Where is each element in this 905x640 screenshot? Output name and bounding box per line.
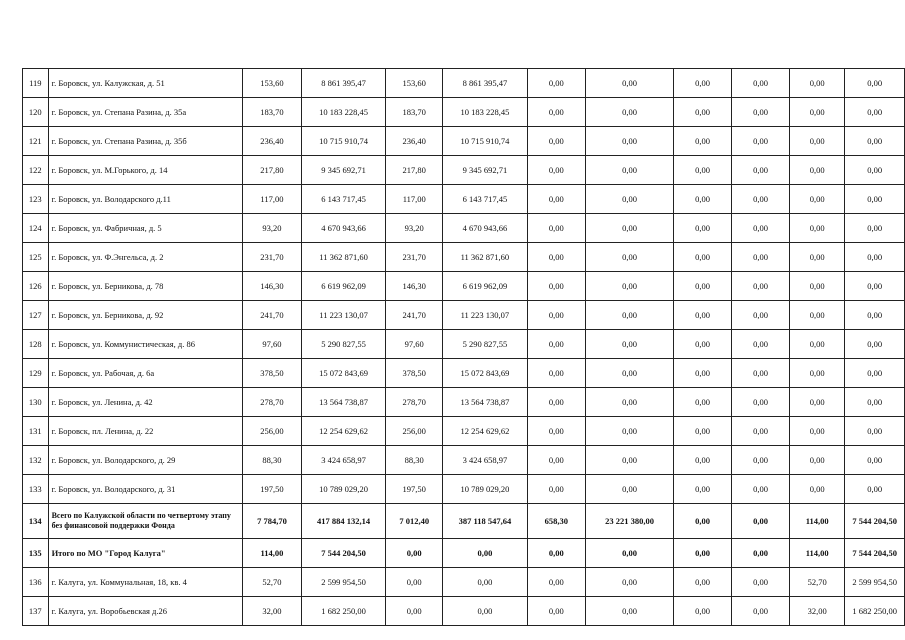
value-cell: 0,00 [845, 272, 905, 301]
value-cell: 0,00 [674, 243, 732, 272]
value-cell: 0,00 [586, 417, 674, 446]
address-cell: г. Калуга, ул. Воробьевская д.26 [48, 597, 243, 626]
value-cell: 0,00 [386, 568, 443, 597]
value-cell: 236,40 [386, 127, 443, 156]
value-cell: 13 564 738,87 [443, 388, 528, 417]
value-cell: 658,30 [527, 504, 585, 539]
row-number-cell: 137 [23, 597, 49, 626]
value-cell: 2 599 954,50 [301, 568, 386, 597]
table-row [23, 446, 905, 475]
row-number-cell: 130 [23, 388, 49, 417]
value-cell: 256,00 [243, 417, 302, 446]
value-cell: 13 564 738,87 [301, 388, 386, 417]
table-row [23, 243, 905, 272]
value-cell: 0,00 [674, 475, 732, 504]
value-cell: 6 619 962,09 [443, 272, 528, 301]
value-cell: 88,30 [243, 446, 302, 475]
value-cell: 0,00 [586, 98, 674, 127]
value-cell: 0,00 [586, 359, 674, 388]
value-cell: 11 362 871,60 [443, 243, 528, 272]
value-cell: 0,00 [789, 475, 844, 504]
address-cell: г. Калуга, ул. Коммунальная, 18, кв. 4 [48, 568, 243, 597]
value-cell: 0,00 [586, 69, 674, 98]
value-cell: 0,00 [789, 388, 844, 417]
value-cell: 0,00 [527, 475, 585, 504]
address-cell: г. Боровск, ул. Володарского д.11 [48, 185, 243, 214]
table-row [23, 301, 905, 330]
table-row [23, 272, 905, 301]
value-cell: 153,60 [386, 69, 443, 98]
value-cell: 10 183 228,45 [301, 98, 386, 127]
value-cell: 10 789 029,20 [301, 475, 386, 504]
address-cell: Всего по Калужской области по четвертому этапу без финансовой поддержки Фонда [48, 504, 243, 539]
address-cell: г. Боровск, ул. Коммунистическая, д. 86 [48, 330, 243, 359]
table-row [23, 475, 905, 504]
row-number-cell: 127 [23, 301, 49, 330]
value-cell: 7 544 204,50 [301, 539, 386, 568]
value-cell: 0,00 [674, 272, 732, 301]
table-row [23, 69, 905, 98]
value-cell: 114,00 [243, 539, 302, 568]
value-cell: 0,00 [527, 272, 585, 301]
value-cell: 378,50 [243, 359, 302, 388]
value-cell: 7 012,40 [386, 504, 443, 539]
value-cell: 7 544 204,50 [845, 504, 905, 539]
value-cell: 10 715 910,74 [301, 127, 386, 156]
address-cell: г. Боровск, ул. Ф.Энгельса, д. 2 [48, 243, 243, 272]
value-cell: 0,00 [527, 214, 585, 243]
address-cell: Итого по МО "Город Калуга" [48, 539, 243, 568]
value-cell: 0,00 [527, 185, 585, 214]
address-cell: г. Боровск, ул. Степана Разина, д. 35б [48, 127, 243, 156]
value-cell: 10 789 029,20 [443, 475, 528, 504]
value-cell: 0,00 [845, 417, 905, 446]
value-cell: 0,00 [527, 301, 585, 330]
value-cell: 23 221 380,00 [586, 504, 674, 539]
value-cell: 0,00 [732, 446, 790, 475]
value-cell: 3 424 658,97 [443, 446, 528, 475]
value-cell: 0,00 [732, 504, 790, 539]
row-number-cell: 119 [23, 69, 49, 98]
value-cell: 231,70 [243, 243, 302, 272]
row-number-cell: 129 [23, 359, 49, 388]
value-cell: 378,50 [386, 359, 443, 388]
table-body [23, 69, 905, 626]
row-number-cell: 133 [23, 475, 49, 504]
value-cell: 5 290 827,55 [443, 330, 528, 359]
value-cell: 12 254 629,62 [443, 417, 528, 446]
value-cell: 93,20 [386, 214, 443, 243]
row-number-cell: 122 [23, 156, 49, 185]
value-cell: 0,00 [789, 156, 844, 185]
table-row [23, 156, 905, 185]
address-cell: г. Боровск, ул. Степана Разина, д. 35а [48, 98, 243, 127]
value-cell: 0,00 [527, 388, 585, 417]
value-cell: 0,00 [789, 359, 844, 388]
value-cell: 0,00 [732, 539, 790, 568]
value-cell: 0,00 [586, 185, 674, 214]
value-cell: 0,00 [732, 156, 790, 185]
value-cell: 5 290 827,55 [301, 330, 386, 359]
value-cell: 0,00 [789, 98, 844, 127]
value-cell: 0,00 [732, 127, 790, 156]
value-cell: 0,00 [732, 568, 790, 597]
value-cell: 0,00 [789, 301, 844, 330]
value-cell: 0,00 [586, 330, 674, 359]
value-cell: 0,00 [789, 446, 844, 475]
value-cell: 0,00 [845, 388, 905, 417]
row-number-cell: 120 [23, 98, 49, 127]
table-row [23, 127, 905, 156]
value-cell: 1 682 250,00 [845, 597, 905, 626]
table-row [23, 185, 905, 214]
value-cell: 0,00 [527, 417, 585, 446]
value-cell: 0,00 [386, 597, 443, 626]
value-cell: 0,00 [845, 185, 905, 214]
address-cell: г. Боровск, ул. Ленина, д. 42 [48, 388, 243, 417]
row-number-cell: 132 [23, 446, 49, 475]
table-row [23, 359, 905, 388]
value-cell: 97,60 [386, 330, 443, 359]
value-cell: 3 424 658,97 [301, 446, 386, 475]
value-cell: 7 544 204,50 [845, 539, 905, 568]
table-row [23, 214, 905, 243]
value-cell: 52,70 [243, 568, 302, 597]
value-cell: 0,00 [845, 301, 905, 330]
value-cell: 0,00 [789, 214, 844, 243]
value-cell: 0,00 [527, 568, 585, 597]
value-cell: 10 715 910,74 [443, 127, 528, 156]
value-cell: 6 143 717,45 [301, 185, 386, 214]
value-cell: 7 784,70 [243, 504, 302, 539]
table-row [23, 388, 905, 417]
value-cell: 278,70 [386, 388, 443, 417]
value-cell: 0,00 [586, 446, 674, 475]
value-cell: 217,80 [386, 156, 443, 185]
row-number-cell: 134 [23, 504, 49, 539]
value-cell: 0,00 [845, 330, 905, 359]
value-cell: 417 884 132,14 [301, 504, 386, 539]
value-cell: 387 118 547,64 [443, 504, 528, 539]
table-row [23, 417, 905, 446]
value-cell: 0,00 [845, 475, 905, 504]
value-cell: 0,00 [674, 388, 732, 417]
value-cell: 0,00 [845, 69, 905, 98]
table-row [23, 597, 905, 626]
value-cell: 0,00 [527, 243, 585, 272]
row-number-cell: 135 [23, 539, 49, 568]
table-row [23, 330, 905, 359]
value-cell: 0,00 [586, 539, 674, 568]
table-row [23, 504, 905, 539]
value-cell: 0,00 [443, 568, 528, 597]
value-cell: 0,00 [527, 127, 585, 156]
row-number-cell: 125 [23, 243, 49, 272]
value-cell: 1 682 250,00 [301, 597, 386, 626]
value-cell: 0,00 [732, 301, 790, 330]
value-cell: 0,00 [586, 475, 674, 504]
value-cell: 11 223 130,07 [443, 301, 528, 330]
value-cell: 256,00 [386, 417, 443, 446]
value-cell: 0,00 [789, 185, 844, 214]
value-cell: 0,00 [732, 98, 790, 127]
address-cell: г. Боровск, ул. Рабочая, д. 6а [48, 359, 243, 388]
value-cell: 0,00 [586, 301, 674, 330]
address-cell: г. Боровск, ул. М.Горького, д. 14 [48, 156, 243, 185]
value-cell: 12 254 629,62 [301, 417, 386, 446]
row-number-cell: 126 [23, 272, 49, 301]
value-cell: 6 619 962,09 [301, 272, 386, 301]
value-cell: 0,00 [527, 98, 585, 127]
value-cell: 93,20 [243, 214, 302, 243]
value-cell: 0,00 [443, 539, 528, 568]
value-cell: 114,00 [789, 539, 844, 568]
value-cell: 0,00 [527, 597, 585, 626]
address-cell: г. Боровск, ул. Берникова, д. 78 [48, 272, 243, 301]
value-cell: 0,00 [845, 446, 905, 475]
value-cell: 97,60 [243, 330, 302, 359]
value-cell: 15 072 843,69 [301, 359, 386, 388]
address-cell: г. Боровск, ул. Калужская, д. 51 [48, 69, 243, 98]
value-cell: 0,00 [789, 243, 844, 272]
value-cell: 0,00 [845, 98, 905, 127]
value-cell: 0,00 [586, 214, 674, 243]
value-cell: 0,00 [732, 69, 790, 98]
row-number-cell: 124 [23, 214, 49, 243]
value-cell: 15 072 843,69 [443, 359, 528, 388]
value-cell: 0,00 [527, 446, 585, 475]
value-cell: 0,00 [674, 417, 732, 446]
value-cell: 8 861 395,47 [443, 69, 528, 98]
value-cell: 0,00 [586, 127, 674, 156]
value-cell: 278,70 [243, 388, 302, 417]
address-cell: г. Боровск, пл. Ленина, д. 22 [48, 417, 243, 446]
value-cell: 0,00 [674, 127, 732, 156]
value-cell: 0,00 [732, 185, 790, 214]
value-cell: 117,00 [243, 185, 302, 214]
value-cell: 0,00 [586, 156, 674, 185]
value-cell: 0,00 [674, 504, 732, 539]
housing-program-table [22, 68, 905, 626]
value-cell: 32,00 [789, 597, 844, 626]
value-cell: 0,00 [732, 272, 790, 301]
value-cell: 183,70 [386, 98, 443, 127]
value-cell: 0,00 [845, 127, 905, 156]
value-cell: 153,60 [243, 69, 302, 98]
value-cell: 0,00 [527, 330, 585, 359]
value-cell: 10 183 228,45 [443, 98, 528, 127]
table-row [23, 98, 905, 127]
value-cell: 0,00 [443, 597, 528, 626]
value-cell: 0,00 [674, 185, 732, 214]
value-cell: 0,00 [845, 156, 905, 185]
row-number-cell: 121 [23, 127, 49, 156]
value-cell: 2 599 954,50 [845, 568, 905, 597]
value-cell: 0,00 [586, 568, 674, 597]
address-cell: г. Боровск, ул. Володарского, д. 31 [48, 475, 243, 504]
value-cell: 0,00 [586, 272, 674, 301]
value-cell: 0,00 [674, 446, 732, 475]
value-cell: 0,00 [845, 359, 905, 388]
row-number-cell: 123 [23, 185, 49, 214]
address-cell: г. Боровск, ул. Берникова, д. 92 [48, 301, 243, 330]
value-cell: 8 861 395,47 [301, 69, 386, 98]
value-cell: 0,00 [674, 359, 732, 388]
value-cell: 197,50 [386, 475, 443, 504]
value-cell: 0,00 [527, 539, 585, 568]
value-cell: 0,00 [732, 597, 790, 626]
value-cell: 0,00 [845, 243, 905, 272]
value-cell: 117,00 [386, 185, 443, 214]
value-cell: 88,30 [386, 446, 443, 475]
value-cell: 0,00 [732, 417, 790, 446]
value-cell: 241,70 [243, 301, 302, 330]
value-cell: 9 345 692,71 [301, 156, 386, 185]
value-cell: 0,00 [674, 330, 732, 359]
value-cell: 0,00 [732, 214, 790, 243]
value-cell: 4 670 943,66 [301, 214, 386, 243]
value-cell: 146,30 [386, 272, 443, 301]
value-cell: 32,00 [243, 597, 302, 626]
value-cell: 0,00 [674, 568, 732, 597]
value-cell: 197,50 [243, 475, 302, 504]
value-cell: 0,00 [789, 330, 844, 359]
value-cell: 183,70 [243, 98, 302, 127]
value-cell: 0,00 [732, 243, 790, 272]
value-cell: 114,00 [789, 504, 844, 539]
value-cell: 0,00 [586, 388, 674, 417]
value-cell: 0,00 [732, 359, 790, 388]
address-cell: г. Боровск, ул. Фабричная, д. 5 [48, 214, 243, 243]
value-cell: 146,30 [243, 272, 302, 301]
value-cell: 0,00 [674, 301, 732, 330]
value-cell: 0,00 [845, 214, 905, 243]
value-cell: 0,00 [789, 417, 844, 446]
value-cell: 0,00 [586, 243, 674, 272]
value-cell: 0,00 [527, 156, 585, 185]
value-cell: 0,00 [674, 69, 732, 98]
value-cell: 0,00 [674, 98, 732, 127]
table-row [23, 539, 905, 568]
value-cell: 0,00 [789, 127, 844, 156]
value-cell: 11 362 871,60 [301, 243, 386, 272]
row-number-cell: 136 [23, 568, 49, 597]
value-cell: 0,00 [732, 388, 790, 417]
value-cell: 0,00 [386, 539, 443, 568]
value-cell: 0,00 [732, 475, 790, 504]
value-cell: 217,80 [243, 156, 302, 185]
value-cell: 52,70 [789, 568, 844, 597]
row-number-cell: 131 [23, 417, 49, 446]
value-cell: 0,00 [789, 69, 844, 98]
address-cell: г. Боровск, ул. Володарского, д. 29 [48, 446, 243, 475]
value-cell: 0,00 [586, 597, 674, 626]
value-cell: 236,40 [243, 127, 302, 156]
value-cell: 0,00 [527, 359, 585, 388]
value-cell: 0,00 [527, 69, 585, 98]
table-row [23, 568, 905, 597]
value-cell: 0,00 [674, 539, 732, 568]
value-cell: 4 670 943,66 [443, 214, 528, 243]
value-cell: 0,00 [674, 597, 732, 626]
value-cell: 241,70 [386, 301, 443, 330]
value-cell: 0,00 [674, 156, 732, 185]
value-cell: 231,70 [386, 243, 443, 272]
value-cell: 0,00 [789, 272, 844, 301]
value-cell: 6 143 717,45 [443, 185, 528, 214]
value-cell: 0,00 [732, 330, 790, 359]
row-number-cell: 128 [23, 330, 49, 359]
value-cell: 9 345 692,71 [443, 156, 528, 185]
value-cell: 11 223 130,07 [301, 301, 386, 330]
value-cell: 0,00 [674, 214, 732, 243]
